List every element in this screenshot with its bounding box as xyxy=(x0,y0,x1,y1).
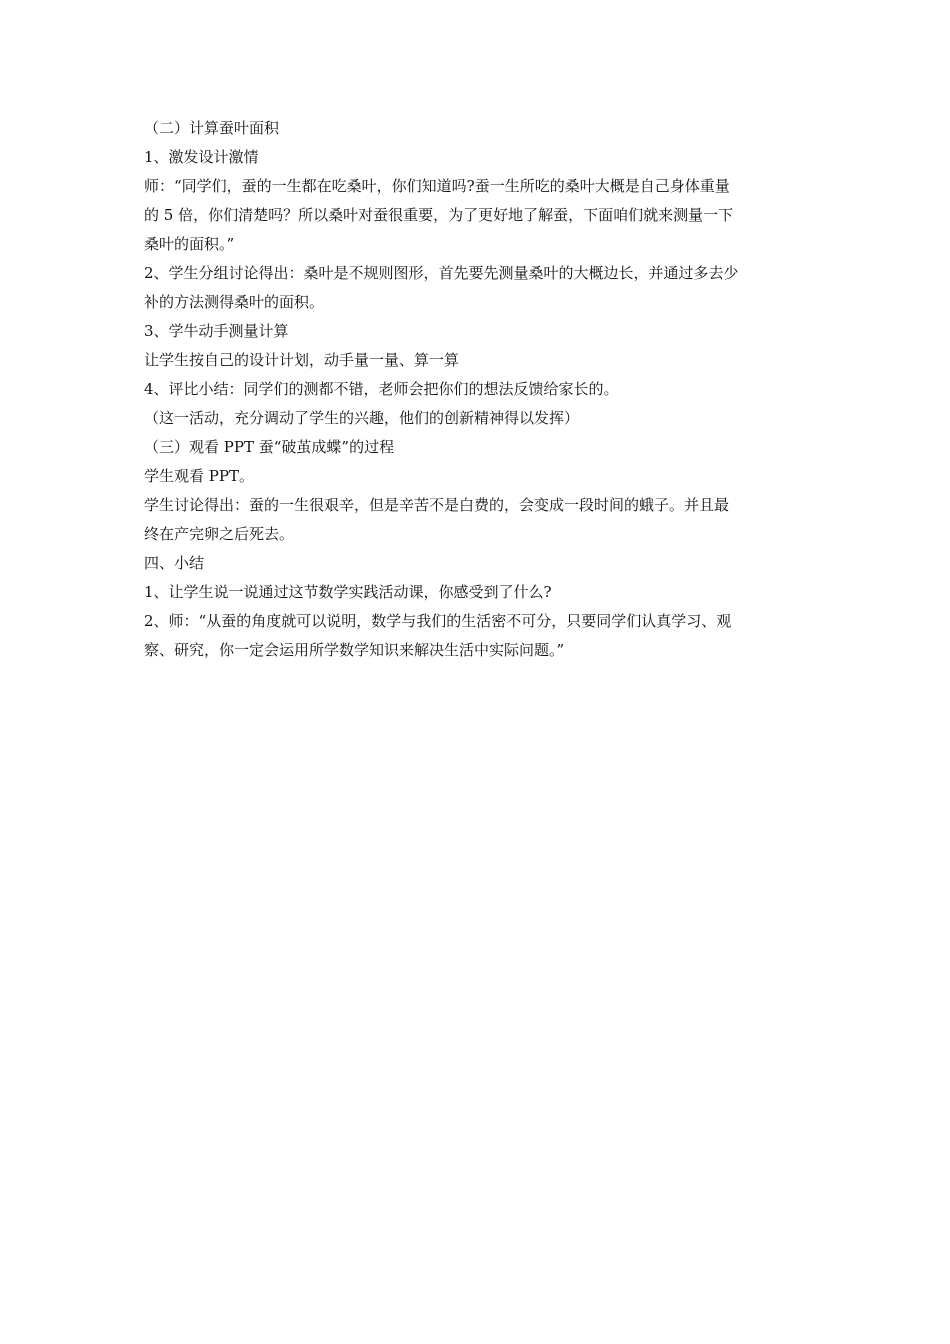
step-heading-evaluate: 4、评比小结：同学们的测都不错，老师会把你们的想法反馈给家长的。 xyxy=(144,380,619,398)
summary-item-1: 1、让学生说一说通过这节数学实践活动课，你感受到了什么? xyxy=(144,583,552,601)
student-discussion-line-2: 终在产完卵之后死去。 xyxy=(144,525,295,543)
student-discussion-line-1: 学生讨论得出：蚕的一生很艰辛，但是辛苦不是白费的，会变成一段时间的蛾子。并且最 xyxy=(144,496,730,514)
section-heading-watch-ppt: （三）观看 PPT 蚕“破茧成蝶”的过程 xyxy=(144,438,395,456)
measure-instruction: 让学生按自己的设计计划，动手量一量、算一算 xyxy=(144,351,460,369)
activity-note: （这一活动，充分调动了学生的兴趣，他们的创新精神得以发挥） xyxy=(144,409,580,427)
step-heading-inspire-design: 1、激发设计激情 xyxy=(144,148,259,166)
teacher-speech-line-1: 师：“同学们，蚕的一生都在吃桑叶，你们知道吗?蚕一生所吃的桑叶大概是自己身体重量 xyxy=(144,177,730,195)
group-discussion-line-1: 2、学生分组讨论得出：桑叶是不规则图形，首先要先测量桑叶的大概边长，并通过多去少 xyxy=(144,264,739,282)
section-heading-calculate-leaf-area: （二）计算蚕叶面积 xyxy=(144,119,280,137)
teacher-speech-line-2: 的 5 倍，你们清楚吗？所以桑叶对蚕很重要，为了更好地了解蚕，下面咱们就来测量一下 xyxy=(144,206,734,224)
summary-item-2-line-1: 2、师：“从蚕的角度就可以说明，数学与我们的生活密不可分，只要同学们认真学习、观 xyxy=(144,612,732,630)
document-body xyxy=(144,114,812,665)
summary-item-2-line-2: 察、研究，你一定会运用所学数学知识来解决生活中实际问题。” xyxy=(144,641,565,659)
step-heading-measure: 3、学牛动手测量计算 xyxy=(144,322,289,340)
section-heading-summary: 四、小结 xyxy=(144,554,205,572)
watch-ppt-text: 学生观看 PPT。 xyxy=(144,467,254,485)
teacher-speech-line-3: 桑叶的面积。” xyxy=(144,235,235,253)
group-discussion-line-2: 补的方法测得桑叶的面积。 xyxy=(144,293,325,311)
